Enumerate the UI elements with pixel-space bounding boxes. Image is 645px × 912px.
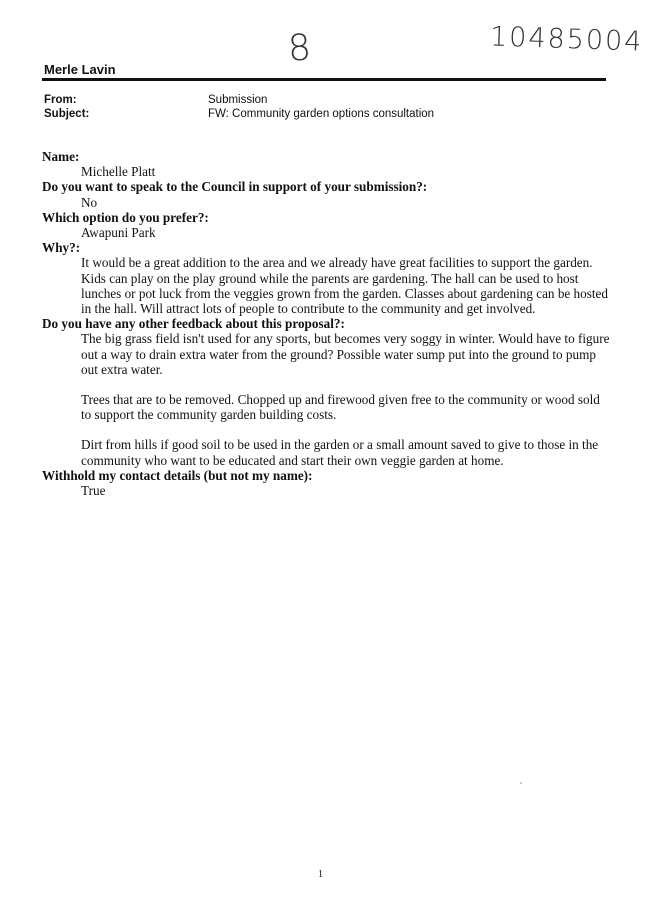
question-name: Name: <box>42 149 80 164</box>
question-preferred-option: Which option do you prefer?: <box>42 209 209 225</box>
question-why: Why?: <box>42 240 81 256</box>
subject-value: FW: Community garden options consultation <box>208 108 435 120</box>
answer-feedback-paragraph-1: The big grass field isn't used for any sports, but becomes very soggy in winter. Would have to figure out a way to drain extra water from the ground? Possible water sump put into the ground to pump out extra water. <box>81 331 610 377</box>
handwritten-reference-number: 10485004 <box>489 21 644 58</box>
answer-speak-to-council: No <box>81 194 98 210</box>
question-withhold-contact: Withhold my contact details (but not my name): <box>42 467 313 483</box>
handwritten-page-number: 8 <box>286 27 314 70</box>
scan-speck <box>520 782 522 784</box>
answer-feedback-paragraph-2: Trees that are to be removed. Chopped up and firewood given free to the community or wood sold to support the community garden building costs. <box>81 392 600 423</box>
email-sender-name: Merle Lavin <box>44 62 116 77</box>
answer-withhold-contact: True <box>81 483 106 499</box>
header-divider <box>42 78 606 81</box>
answer-name: Michelle Platt <box>81 164 156 180</box>
answer-preferred-option: Awapuni Park <box>81 225 156 241</box>
footer-page-number: 1 <box>318 869 323 880</box>
question-speak-to-council: Do you want to speak to the Council in support of your submission?: <box>42 179 428 195</box>
submission-body <box>42 149 612 498</box>
subject-label: Subject: <box>44 108 90 120</box>
from-label: From: <box>44 94 77 106</box>
answer-feedback-paragraph-3: Dirt from hills if good soil to be used in the garden or a small amount saved to give to those in the community who want to be educated and start their own veggie garden at home. <box>81 437 599 468</box>
answer-why: It would be a great addition to the area and we already have great facilities to support the garden. Kids can play on the play ground while the parents are gardening. The hall can be used to host lunches or pot luck from the veggies grown from the garden. Classes about gardening can be hosted in the hall. Will attract lots of people to contribute to the community and get involved. <box>81 255 608 317</box>
question-other-feedback: Do you have any other feedback about this proposal?: <box>42 316 345 332</box>
from-value: Submission <box>208 94 268 106</box>
